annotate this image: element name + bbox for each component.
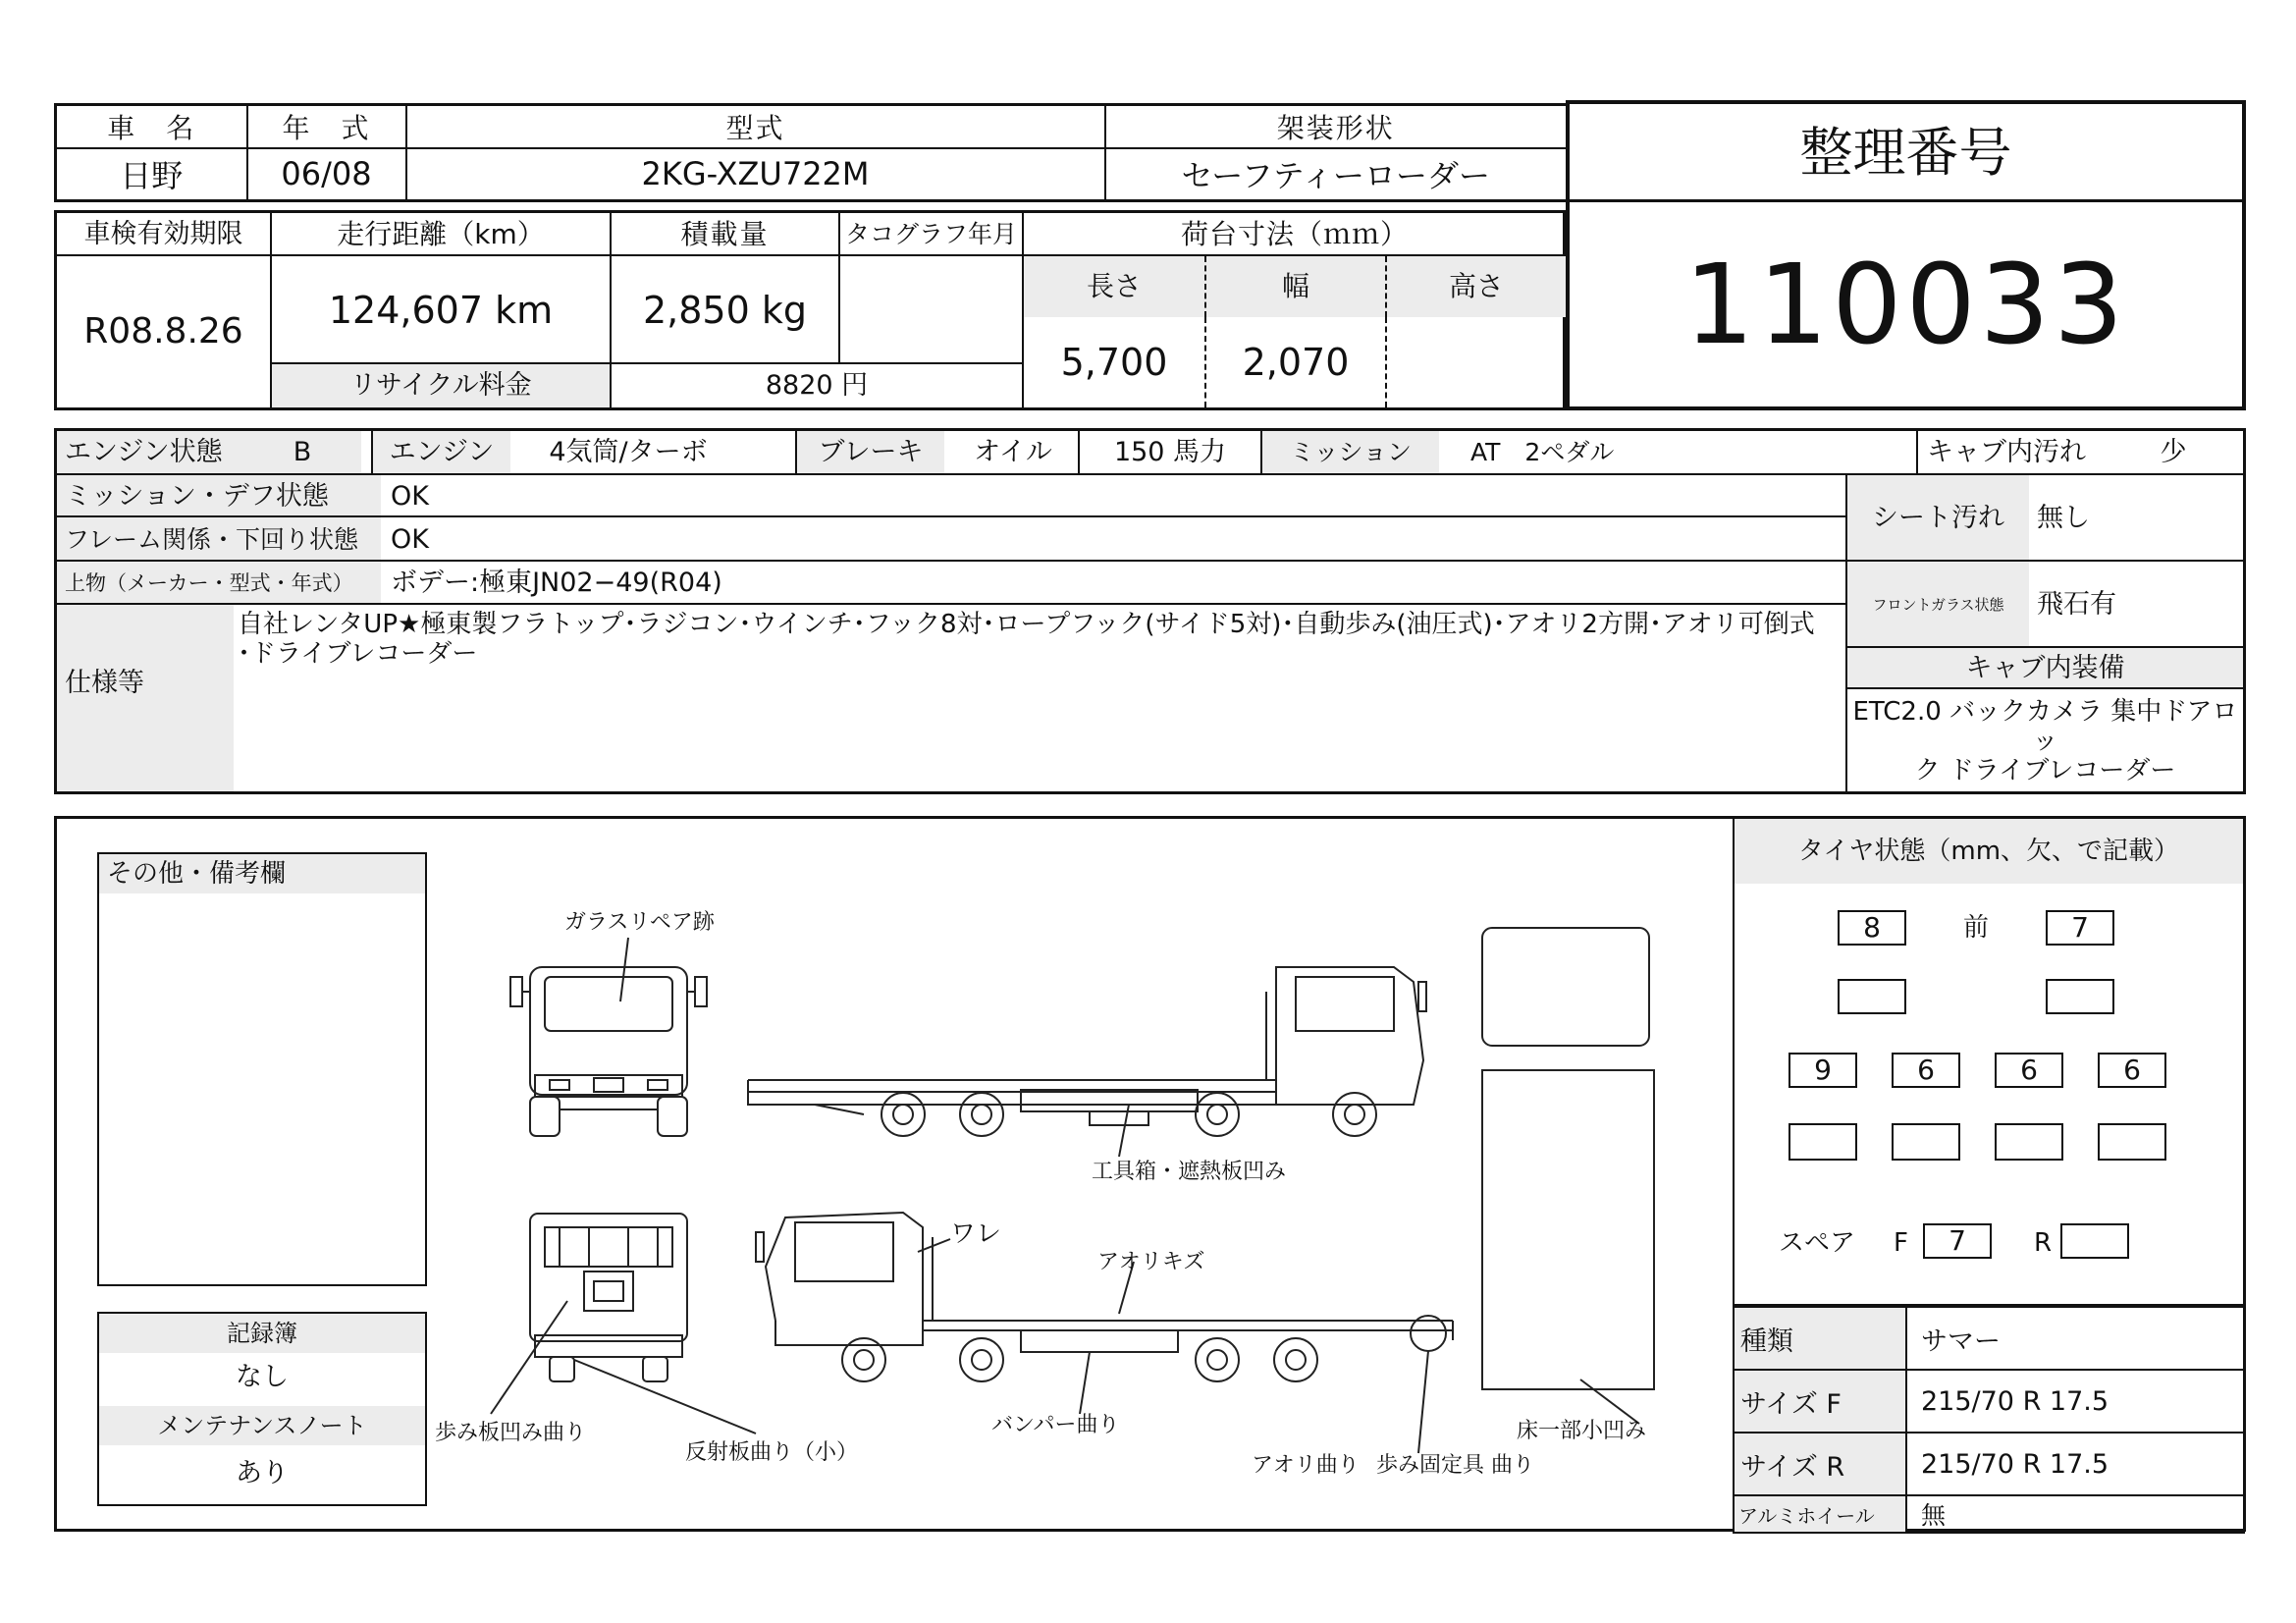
hp-value: 150 馬力 — [1113, 437, 1227, 467]
cab-equip-line-2: ク ドライブレコーダー — [1914, 756, 2176, 785]
spec-value-line-2: ･ドライブレコーダー — [238, 639, 478, 669]
year-value: 06/08 — [247, 148, 406, 201]
cab-equip-line-1: ETC2.0 バックカメラ 集中ドアロッ — [1852, 697, 2238, 756]
tire-rear-3: 6 — [1995, 1053, 2063, 1088]
year-label: 年 式 — [247, 105, 406, 148]
frame-value: OK — [381, 517, 1845, 562]
note-aori-scratch: アオリキズ — [1097, 1250, 1205, 1274]
tire-size-r-value: 215/70 R 17.5 — [1906, 1433, 2244, 1495]
remarks-label: その他・備考欄 — [99, 854, 425, 893]
spec-value-line-1: 自社レンタUP★極東製フラトップ･ラジコン･ウインチ･フック8対･ロープフック(サイド5対)･自動歩み(油圧式)･アオリ2方開･アオリ可倒式 — [238, 610, 1815, 639]
windshield-value: 飛石有 — [2029, 562, 2243, 648]
ref-number-label: 整理番号 — [1570, 104, 2242, 202]
mileage-label: 走行距離（km） — [272, 213, 612, 256]
engine-label: エンジン — [373, 431, 510, 473]
tire-front-right: 7 — [2046, 910, 2114, 946]
note-aori-bend: アオリ曲り — [1252, 1453, 1360, 1478]
record-label: 記録簿 — [99, 1314, 425, 1353]
maintenance-label: メンテナンスノート — [99, 1406, 425, 1445]
engine-state-label: エンジン状態 — [57, 431, 243, 473]
frame-label: フレーム関係・下回り状態 — [57, 517, 381, 562]
maker-label: 車 名 — [56, 105, 247, 148]
bed-height-label: 高さ — [1385, 256, 1566, 317]
windshield-label: フロントガラス状態 — [1847, 562, 2029, 648]
callout-lines — [491, 938, 1639, 1453]
note-bumper: バンパー曲り — [991, 1413, 1120, 1437]
recycle-value: 8820 円 — [612, 364, 1024, 407]
note-crack: ワレ — [950, 1219, 1002, 1249]
ref-number-value: 110033 — [1683, 242, 2128, 369]
note-glass-repair: ガラスリペア跡 — [564, 910, 715, 935]
engine-value: 4気筒/ターボ — [549, 437, 708, 467]
tire-type-value: サマー — [1906, 1307, 2244, 1370]
truck-rear-view — [530, 1214, 687, 1381]
tire-rear-6 — [1892, 1123, 1960, 1161]
tire-front-right-inner — [2046, 979, 2114, 1014]
engine-state-value: B — [243, 431, 361, 473]
tire-rear-7 — [1995, 1123, 2063, 1161]
tire-rear-1: 9 — [1789, 1053, 1857, 1088]
body-type-label: 架装形状 — [1105, 105, 1568, 148]
tire-size-r-label: サイズ R — [1734, 1433, 1906, 1495]
model-value: 2KG-XZU722M — [406, 148, 1105, 201]
spare-r-label: R — [2034, 1228, 2053, 1258]
inspection-value: R08.8.26 — [57, 256, 272, 407]
maintenance-value: あり — [236, 1458, 289, 1488]
note-step-dent: 歩み板凹み曲り — [435, 1421, 587, 1445]
tire-rear-5 — [1789, 1123, 1857, 1161]
model-label: 型式 — [406, 105, 1105, 148]
mission-value: AT 2ペダル — [1470, 438, 1615, 466]
inspection-label: 車検有効期限 — [57, 213, 272, 256]
tire-type-label: 種類 — [1734, 1307, 1906, 1370]
bed-length-value: 5,700 — [1060, 341, 1168, 384]
spare-label: スペア — [1779, 1228, 1856, 1258]
tire-size-f-value: 215/70 R 17.5 — [1906, 1370, 2244, 1433]
truck-front-view — [510, 967, 707, 1136]
mission-diff-value: OK — [381, 475, 1845, 517]
body-type-value: セーフティーローダー — [1105, 148, 1568, 201]
bed-length-label: 長さ — [1024, 256, 1204, 317]
alu-wheel-value: 無 — [1906, 1495, 2244, 1533]
tire-info-table — [1733, 1306, 2245, 1534]
spare-f-label: F — [1894, 1228, 1908, 1258]
tire-panel — [1733, 819, 2243, 1306]
mission-label: ミッション — [1262, 431, 1439, 473]
truck-top-view — [1482, 928, 1654, 1389]
note-floor-dent: 床一部小凹み — [1517, 1419, 1647, 1443]
record-value: なし — [236, 1362, 289, 1392]
cab-equip-label: キャブ内装備 — [1847, 648, 2243, 689]
upper-body-value: ボデー:極東JN02−49(R04) — [381, 562, 1845, 605]
front-label: 前 — [1963, 913, 1990, 943]
brake-value: オイル — [974, 437, 1052, 467]
mileage-value: 124,607 km — [272, 256, 612, 364]
tire-spare-f: 7 — [1923, 1223, 1992, 1259]
tire-rear-2: 6 — [1892, 1053, 1960, 1088]
tacho-label: タコグラフ年月 — [840, 213, 1024, 256]
truck-side-view-top — [748, 967, 1426, 1136]
seat-dirt-value: 無し — [2029, 475, 2243, 562]
cab-dirt-label: キャブ内汚れ — [1927, 437, 2086, 467]
capacity-value: 2,850 kg — [612, 256, 840, 364]
note-step-fix: 歩み固定具 曲り — [1376, 1453, 1534, 1478]
bed-width-value: 2,070 — [1204, 317, 1385, 407]
spec-label: 仕様等 — [57, 605, 234, 791]
seat-dirt-label: シート汚れ — [1847, 475, 2029, 562]
bed-size-label: 荷台寸法（ｍｍ） — [1024, 213, 1566, 256]
tire-size-f-label: サイズ F — [1734, 1370, 1906, 1433]
mission-diff-label: ミッション・デフ状態 — [57, 475, 381, 517]
tire-spare-r — [2060, 1223, 2129, 1259]
upper-body-label: 上物（メーカー・型式・年式） — [57, 562, 381, 605]
alu-wheel-label: アルミホイール — [1734, 1495, 1906, 1533]
tire-title: タイヤ状態（mm、欠、で記載） — [1735, 819, 2243, 884]
bed-width-label: 幅 — [1204, 256, 1385, 317]
recycle-label: リサイクル料金 — [272, 364, 612, 407]
note-toolbox-dent: 工具箱・遮熱板凹み — [1092, 1160, 1287, 1184]
truck-side-view-bottom — [756, 1213, 1453, 1381]
maker-value: 日野 — [56, 148, 247, 201]
tire-rear-8 — [2098, 1123, 2166, 1161]
tire-front-left: 8 — [1838, 910, 1906, 946]
capacity-label: 積載量 — [612, 213, 840, 256]
cab-dirt-value: 少 — [2160, 437, 2187, 467]
note-reflector: 反射板曲り（小） — [685, 1440, 859, 1465]
tire-front-left-inner — [1838, 979, 1906, 1014]
tire-rear-4: 6 — [2098, 1053, 2166, 1088]
brake-label: ブレーキ — [797, 431, 944, 473]
